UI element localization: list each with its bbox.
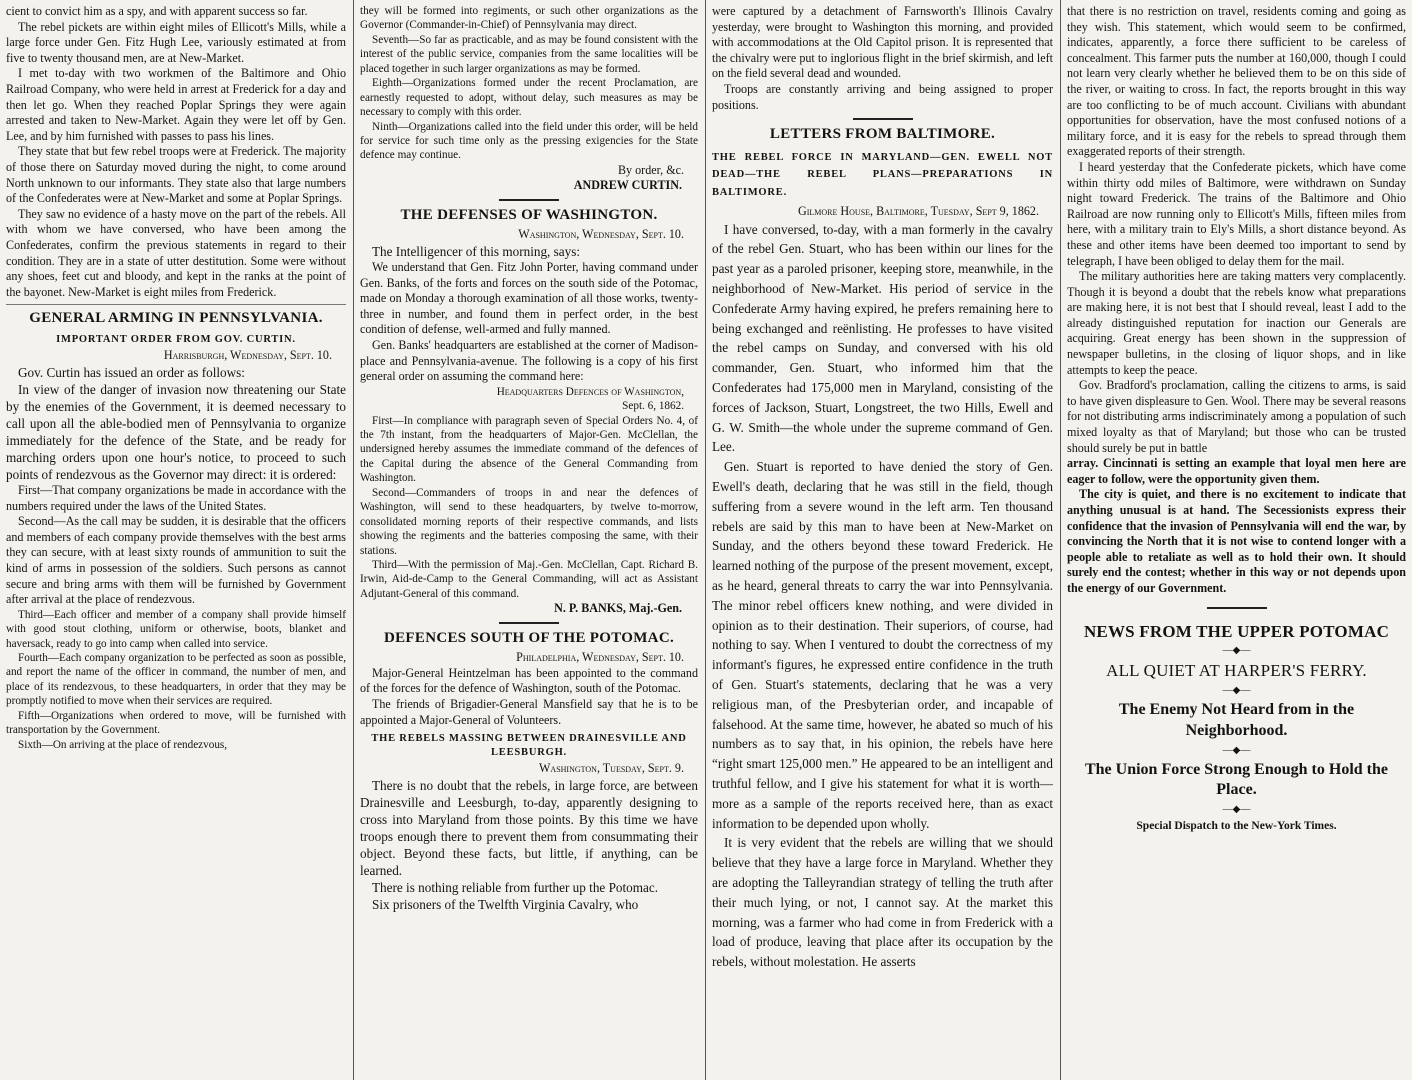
paragraph: First—In compliance with paragraph seven of Special Orders No. 4, of the 7th instant, from the headquarters of Major-Gen. McClellan, the undersigned hereby assumes the immediate command of the defences of the Capital during the absence of the General Commanding from Washington. [360, 414, 698, 485]
subhead-rebels-massing: THE REBELS MASSING BETWEEN DRAINESVILLE AND LEESBURGH. [371, 733, 687, 758]
separator: —◆— [1222, 645, 1251, 657]
separator [853, 118, 913, 120]
column-2 [354, 0, 704, 1080]
paragraph: Gov. Curtin has issued an order as follows: [18, 364, 245, 380]
paragraph: There is nothing reliable from further up the Potomac. [372, 880, 659, 896]
paragraph: Gen. Stuart is reported to have denied the story of Gen. Ewell's death, declaring that he was still in the field, though suffering from a severe wound in the left arm. Ten thousand rebels are said by this man to have been at New-Market on Sunday, and the others beyond these toward Frederick. He learned nothing of the purpose of the present movement, except, as he heard, general threats to carry the war into Pennsylvania. The minor rebel officers knew nothing, and were divided in opinion as to their destination. Their superiors, of course, had nothing to say. When I ventured to doubt the correctness of my informant's figures, he expressed entire confidence in the truth of Gen. Stuart's statements, declaring that he was a very religious man, of the Presbyterian order, and incapable of falsehood. At the same time, however, he abated so much of his numbers as to say that, in his opinion, the rebels have here “right smart 125,000 men.” He appeared to be an intelligent and truthful fellow, and I give his statement for what it is worth—more as a sample of the reports received here, than as exact information to be depended upon wholly. [712, 459, 1053, 831]
paragraph: that there is no restriction on travel, residents coming and going as they wish. This statement, which would seem to be confirmed, indicates, apparently, a force there sufficient to be careless of concealment. This farmer puts the number at 160,000, though I could not learn very clearly whether he believed them to be on this side of the river, or waiting to cross. In fact, the reports brought in this way are too conflicting to be of much account. Civilians with abundant opportunities for observation, have the most confused notions of a military force, and it is easy for the rebels to spread through them exaggerated reports of their strength. [1067, 4, 1406, 159]
paragraph: The rebel pickets are within eight miles of Ellicott's Mills, while a large force under Gen. Fitz Hugh Lee, variously estimated at from five to twenty thousand men, are at New-Market. [6, 19, 346, 65]
paragraph: I met to-day with two workmen of the Baltimore and Ohio Railroad Company, who were held in arrest at Frederick for a day and then let go. When they reached Poplar Springs they were again arrested and taken to New-Market. Again they were let off by Gen. Lee, and by him furnished with passes to pass his lines. [6, 66, 346, 143]
paragraph: cient to convict him as a spy, and with apparent success so far. [6, 4, 308, 18]
separator [499, 199, 559, 201]
dateline: Gilmore House, Baltimore, Tuesday, Sept 9, 1862. [797, 204, 1039, 219]
dateline: Harrisburgh, Wednesday, Sept. 10. [163, 348, 332, 363]
paragraph: In view of the danger of invasion now threatening our State by the enemies of the Government, it is deemed necessary to call upon all the able-bodied men of Pennsylvania to organize immediately for the defence of the State, and be ready for marching orders upon one hour's notice, to proceed to such points of rendezvous as the Governor may direct: it is ordered: [6, 381, 346, 482]
signature-curtin: ANDREW CURTIN. [573, 178, 682, 193]
paragraph: The city is quiet, and there is no excitement to indicate that anything unusual is at hand. The Secessionists express their confidence that the invasion of Pennsylvania will end the war, by convincing the North that it is not wise to contend longer with a people able to retaliate as well as to hold their own. It should surely end the contest; whether in this way or not depends upon the energy of our Government. [1067, 487, 1406, 595]
by-order: By order, &c. [617, 162, 684, 177]
paragraph: Fourth—Each company organization to be perfected as soon as possible, and report the name of the officer in command, the number of men, and place of its rendezvous, to these headquarters, in order that they may be promptly notified to move when their services are required. [6, 652, 346, 708]
dateline: Washington, Wednesday, Sept. 10. [518, 227, 684, 242]
dateline: Philadelphia, Wednesday, Sept. 10. [516, 650, 684, 665]
paragraph: Gov. Bradford's proclamation, calling the citizens to arms, is said to have given displeasure to Gen. Wool. There may be several reasons for not distributing arms indiscriminately among a population of such mixed loyalty as that of Maryland; but those who can be trusted should surely be put in battle [1067, 378, 1406, 455]
paragraph: they will be formed into regiments, or such other organizations as the Governor (Commander-in-Chief) of Pennsylvania may direct. [360, 5, 698, 32]
paragraph: Second—As the call may be sudden, it is desirable that the officers and members of each company provide themselves with the best arms they can secure, with at least sixty rounds of ammunition to suit the kind of arms in possession of the soldiers. Such persons as cannot secure and bring arms with them will be furnished by Government after arrival at the place of rendezvous. [6, 514, 346, 607]
paragraph: Fifth—Organizations when ordered to move, will be furnished with transportation by the Government. [6, 709, 346, 737]
paragraph: Eighth—Organizations formed under the recent Proclamation, are earnestly requested to adopt, without delay, such measures as may be necessary to comply with this order. [360, 77, 698, 119]
dateline: Washington, Tuesday, Sept. 9. [539, 761, 684, 776]
paragraph: Sixth—On arriving at the place of rendezvous, [18, 738, 228, 751]
headline-enemy-not-heard: The Enemy Not Heard from in the Neighborhood. [1118, 701, 1355, 740]
separator: —◆— [1222, 744, 1251, 756]
separator: —◆— [1222, 685, 1251, 697]
paragraph: Six prisoners of the Twelfth Virginia Cavalry, who [372, 897, 639, 913]
paragraph: Third—Each officer and member of a company shall provide himself with good stout clothing, uniform or otherwise, boots, blanket and haversack, ready to go into camp when called into service. [6, 608, 346, 650]
paragraph: I heard yesterday that the Confederate pickets, which have come within thirty odd miles of Baltimore, were withdrawn on Sunday night toward Frederick. The trains of the Baltimore and Ohio Railroad are now running only to Ellicott's Mills, fifteen miles from here, with a military train to Ely's Mills, a short distance beyond. As these and other items have been deemed too important to send by telegraph, I have been obliged to delay them for the mail. [1067, 159, 1406, 268]
paragraph: It is very evident that the rebels are willing that we should believe that they have a large force in Maryland. Whether they are adopting the Talleyrandian strategy of telling the truth after their much lying, or not, I cannot say. At the market this morning, was a farmer who had come in from Frederick with a load of produce, leaving that place after its occupation by the rebels, without molestation. He asserts [712, 835, 1053, 970]
subhead-rebel-force: THE REBEL FORCE IN MARYLAND—GEN. EWELL NOT DEAD—THE REBEL PLANS—PREPARATIONS IN BALTIMORE. [712, 151, 1053, 199]
paragraph: were captured by a detachment of Farnsworth's Illinois Cavalry yesterday, were brought to Washington this morning, and provided with accommodations at the Old Capitol prison. It is represented that the chivalry were put to inglorious flight in the brief skirmish, and left on the field several dead and wounded. [712, 4, 1053, 81]
headline-all-quiet: ALL QUIET AT HARPER'S FERRY. [1106, 661, 1367, 681]
paragraph: Third—With the permission of Maj.-Gen. McClellan, Capt. Richard B. Irwin, Aid-de-Camp to the General Commanding, will act as Assistant Adjutant-General of this command. [360, 558, 698, 600]
headline-letters-baltimore: LETTERS FROM BALTIMORE. [769, 126, 996, 143]
paragraph: They state that but few rebel troops were at Frederick. The majority of those there on Saturday moved during the night, to come around North unknown to our informants. They state also that large numbers of the Confederates were at New-Market and some at Poplar Springs. [6, 144, 346, 206]
paragraph: Second—Commanders of troops in and near the defences of Washington, will send to these headquarters, by twelve to-morrow, consolidated morning reports of their respective commands, and lists showing the regiments and the batteries composing the same, with their stations. [360, 486, 698, 557]
paragraph: Major-General Heintzelman has been appointed to the command of the forces for the defence of Washington, south of the Potomac. [360, 665, 698, 696]
hq-date: Sept. 6, 1862. [622, 400, 684, 413]
paragraph: Seventh—So far as practicable, and as may be found consistent with the interest of the public service, companies from the same localities will be placed together in such larger organizations as may be formed. [360, 33, 698, 75]
column-4 [1061, 0, 1412, 1080]
paragraph: The Intelligencer of this morning, says: [372, 243, 581, 259]
headline-general-arming: GENERAL ARMING IN PENNSYLVANIA. [29, 310, 323, 327]
subhead-important-order: IMPORTANT ORDER FROM GOV. CURTIN. [56, 333, 296, 345]
paragraph: We understand that Gen. Fitz John Porter, having command under Gen. Banks, of the forts and forces on the south side of the Potomac, made on Monday a thorough examination of all those works, twenty-three in number, and found them in perfect order, in the best condition of defense, well-armed and fully manned. [360, 259, 698, 337]
paragraph: Troops are constantly arriving and being assigned to proper positions. [712, 81, 1053, 112]
paragraph: The friends of Brigadier-General Mansfield say that he is to be appointed a Major-General of Volunteers. [360, 697, 698, 727]
paragraph: I have conversed, to-day, with a man formerly in the cavalry of the rebel Gen. Stuart, who has been within our lines for the past year as a paroled prisoner, keeping store, meanwhile, in the neighborhood of New-Market. His period of service in the Confederate Army having expired, he prefers remaining here to being exchanged and reënlisting. He professes to have visited the rebel camps on Sunday, and conversed with his old commander, Gen. Stuart, who informed him that the Confederates had 175,000 men in Maryland, consisting of the forces of Jackson, Stuart, Longstreet, the two Hills, Ewell and G. W. Smith—the whole under the supreme command of Gen. Lee. [712, 221, 1053, 455]
hq-line: Headquarters Defences of Washington, [496, 385, 684, 398]
paragraph: Gen. Banks' headquarters are established at the corner of Madison-place and Pennsylvania-avenue. The following is a copy of his first general order on assuming the command here: [360, 337, 698, 384]
divider [6, 304, 346, 305]
separator [1207, 607, 1267, 609]
separator [499, 622, 559, 624]
paragraph: The military authorities here are taking matters very complacently. Though it is beyond a doubt that the rebels know what preparations are making here, it is not best that I should reveal, least I add to the already distinguished reputation for inaction our Generals are acquiring. Great energy has been shown in the suppression of newspaper bulletins, in the closing of liquor shops, and in like attempts to keep the peace. [1067, 269, 1406, 377]
paragraph: array. Cincinnati is setting an example that loyal men here are eager to follow, were the opportunity given them. [1067, 456, 1406, 486]
headline-defenses-washington: THE DEFENSES OF WASHINGTON. [400, 207, 658, 223]
headline-union-force: The Union Force Strong Enough to Hold the Place. [1084, 760, 1388, 799]
separator: —◆— [1222, 803, 1251, 815]
column-1 [0, 0, 352, 1080]
column-3 [706, 0, 1059, 1080]
headline-defences-south: DEFENCES SOUTH OF THE POTOMAC. [383, 629, 674, 646]
special-dispatch: Special Dispatch to the New-York Times. [1136, 819, 1337, 832]
paragraph: Ninth—Organizations called into the field under this order, will be held for service for such time only as the pressing exigencies for the State defence may continue. [360, 120, 698, 162]
signature-banks: N. P. BANKS, Maj.-Gen. [554, 601, 682, 616]
paragraph: They saw no evidence of a hasty move on the part of the rebels. All with whom we have conversed, who have been among the Confederates, confirm the previous statements in regard to their condition. They are in a state of utter destitution. Some were without any shoes, feet cut and bloody, and kept in the ranks at the point of the bayonet. New-Market is eight miles from Frederick. [6, 206, 346, 299]
paragraph: First—That company organizations be made in accordance with the numbers required under the laws of the United States. [6, 482, 346, 513]
headline-news-upper-potomac: NEWS FROM THE UPPER POTOMAC [1083, 621, 1390, 641]
paragraph: There is no doubt that the rebels, in large force, are between Drainesville and Leesburgh, to-day, apparently designing to cross into Maryland from those points. By this time we have troops enough there to prevent them from consummating their object. Beyond these facts, but little, if anything, can be learned. [360, 777, 698, 878]
